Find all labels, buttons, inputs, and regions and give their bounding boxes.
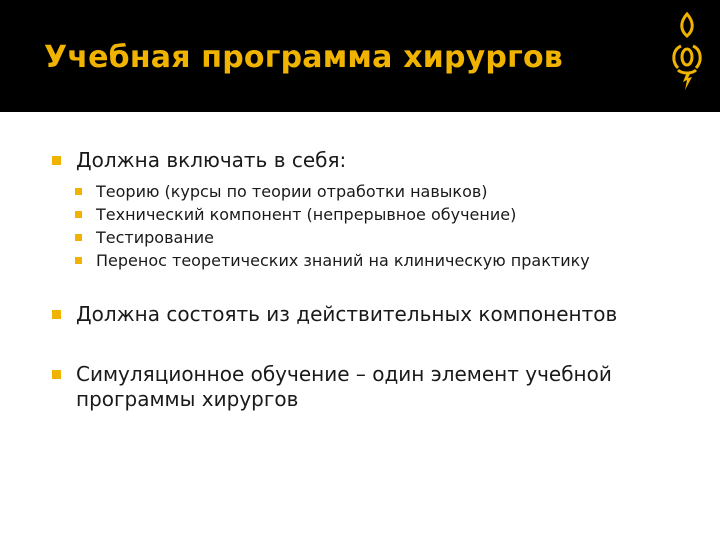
sub-bullet-text: Технический компонент (непрерывное обучение) (96, 205, 517, 224)
slide-title: Учебная программа хирургов (44, 40, 563, 75)
sub-bullet-item (70, 227, 626, 249)
sub-bullet-text: Перенос теоретических знаний на клиническую практику (96, 251, 590, 270)
square-bullet-icon (75, 234, 82, 241)
bullet-item (50, 148, 690, 173)
bullet-text: Должна состоять из действительных компонентов (76, 302, 618, 326)
square-bullet-icon (75, 211, 82, 218)
bullet-item (50, 362, 690, 412)
sub-bullet-text: Тестирование (96, 228, 215, 247)
candle-emblem-icon (664, 10, 710, 90)
sub-bullet-item (70, 204, 626, 226)
sub-bullet-item (70, 250, 626, 272)
bullet-item (50, 302, 690, 327)
sub-bullet-list (50, 181, 690, 272)
bullet-text: Должна включать в себя: (76, 148, 347, 172)
slide-body (50, 148, 690, 412)
sub-bullet-item (70, 181, 626, 203)
square-bullet-icon (52, 370, 61, 379)
square-bullet-icon (75, 257, 82, 264)
square-bullet-icon (52, 156, 61, 165)
title-bar (0, 0, 720, 112)
sub-bullet-text: Теорию (курсы по теории отработки навыков) (96, 182, 488, 201)
square-bullet-icon (75, 188, 82, 195)
square-bullet-icon (52, 310, 61, 319)
bullet-text: Симуляционное обучение – один элемент учебной программы хирургов (76, 362, 612, 411)
